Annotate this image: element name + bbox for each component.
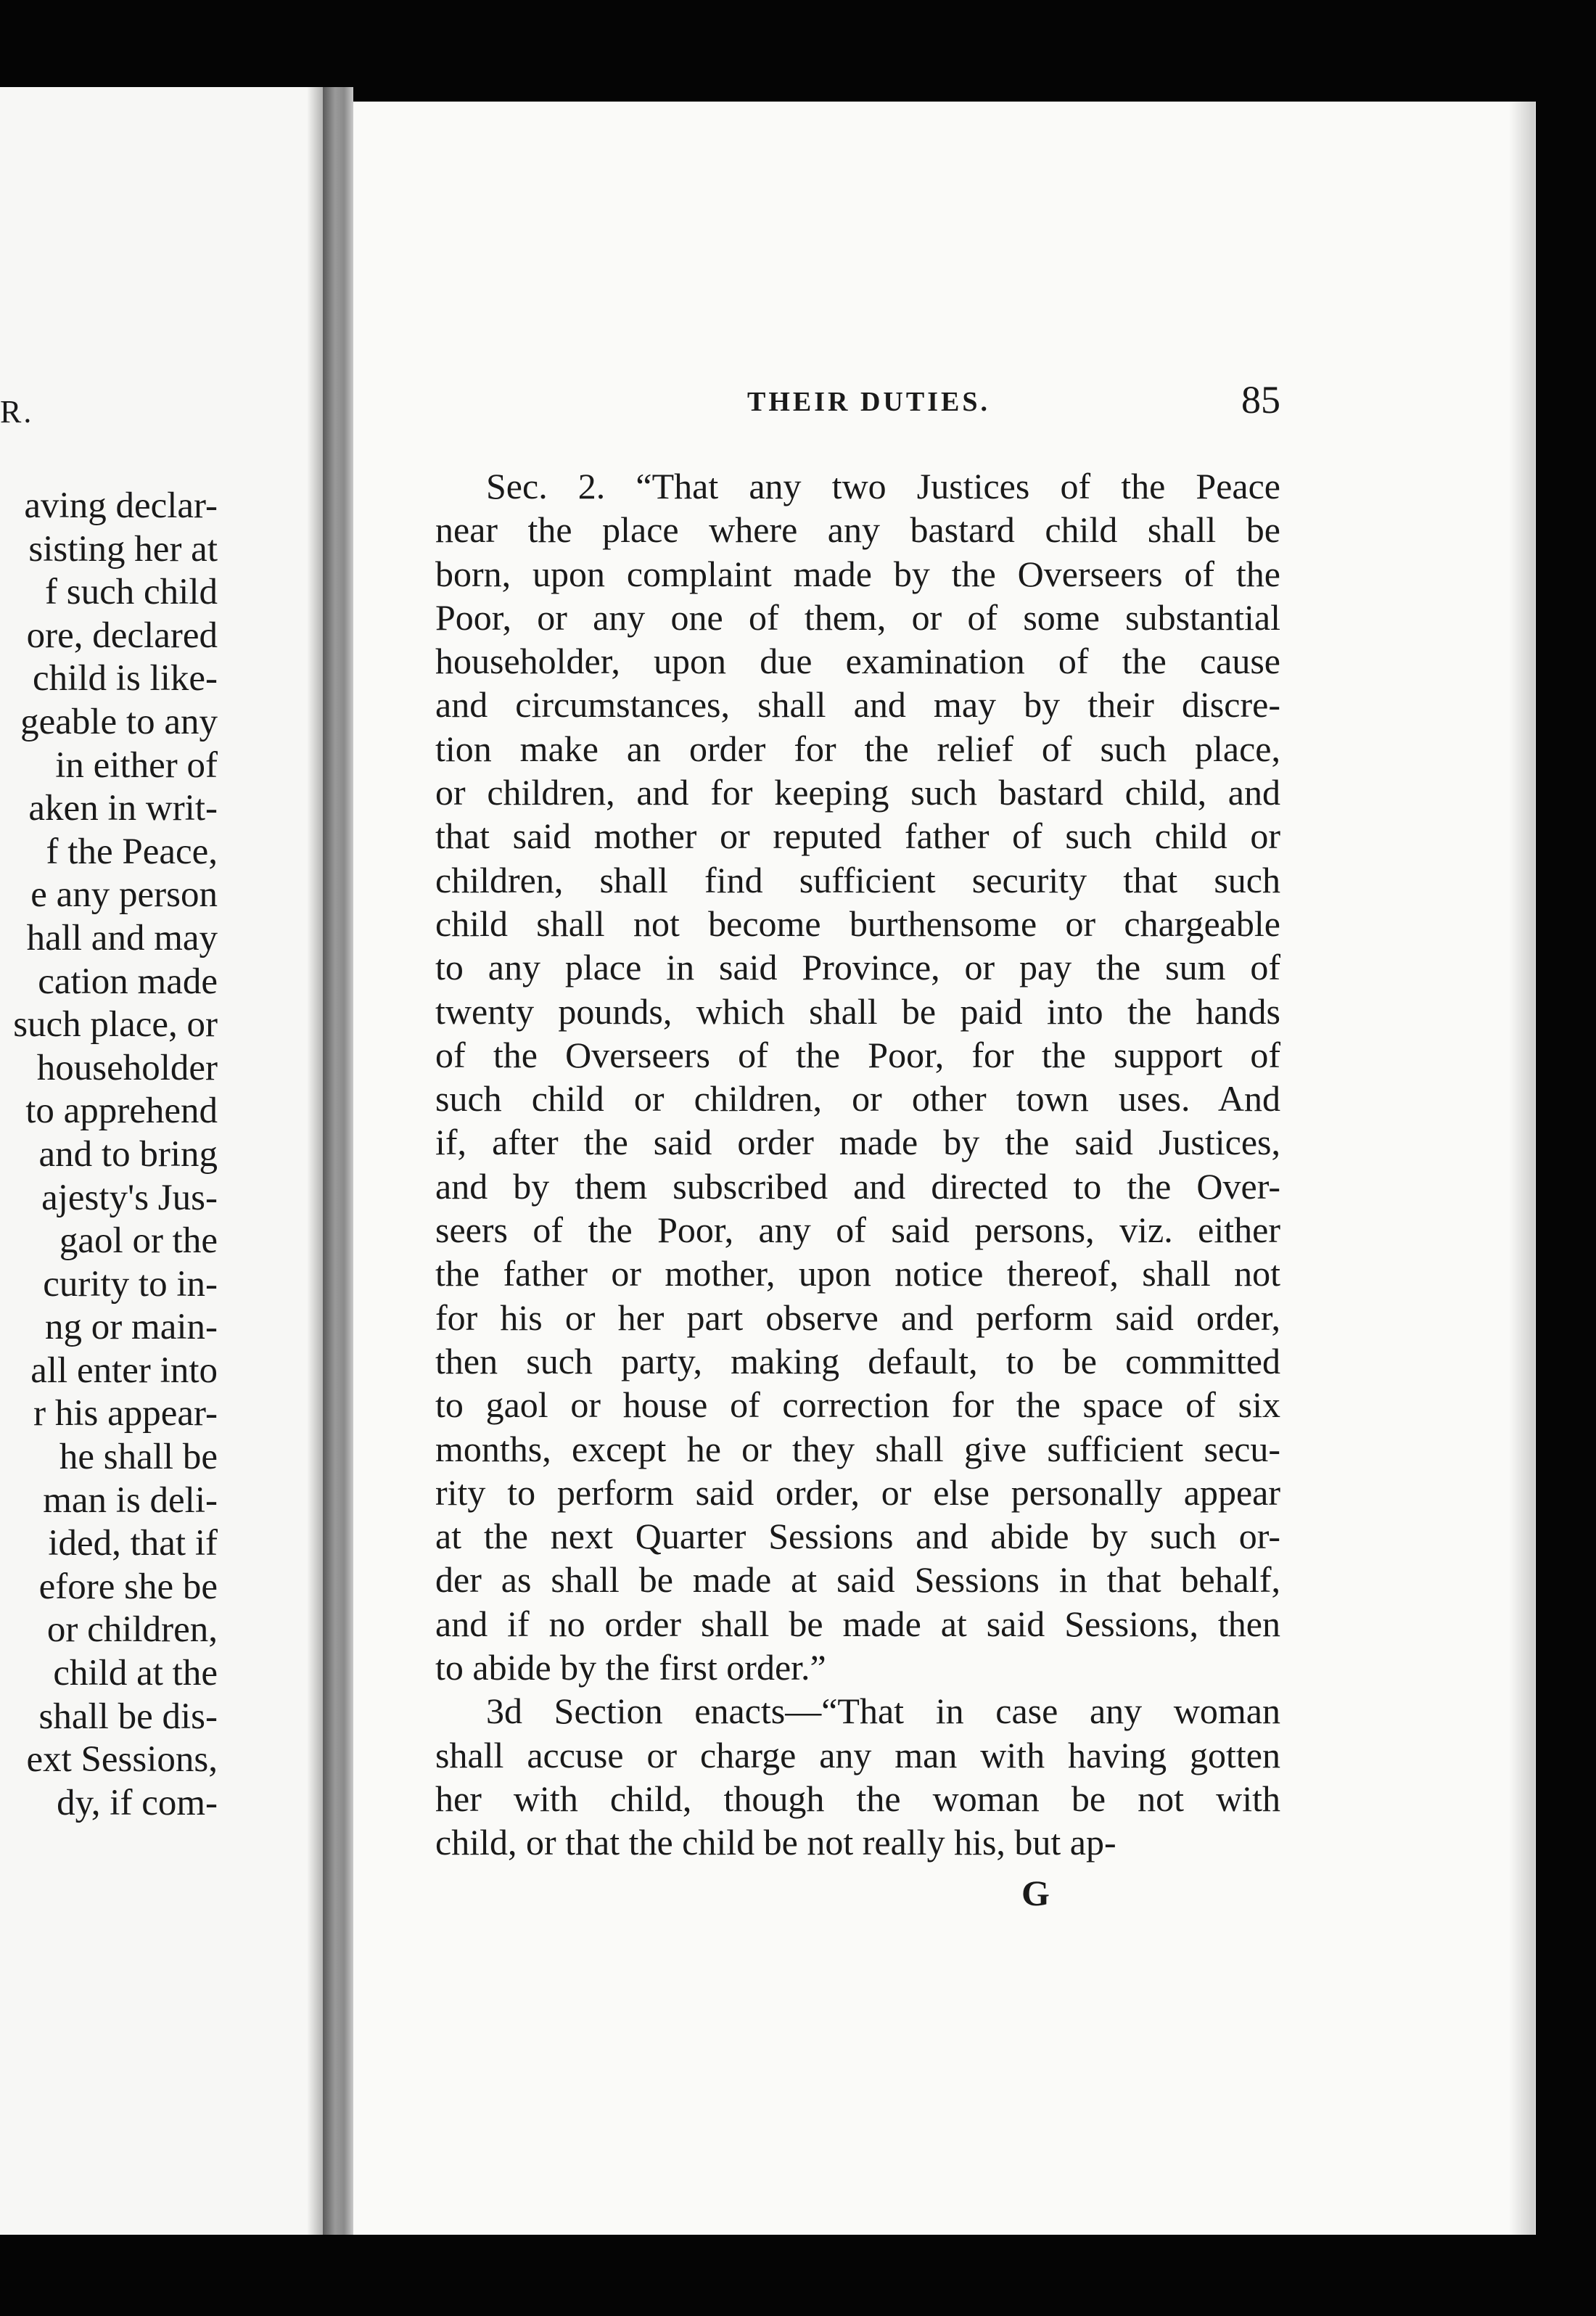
left-text-fragment: gaol or the	[59, 1220, 218, 1262]
left-text-line	[0, 1522, 218, 1566]
left-page	[0, 87, 323, 2235]
text-line: that said mother or reputed father of such child or	[435, 816, 1280, 857]
left-text-line	[0, 1133, 218, 1177]
left-text-fragment: shall be dis-	[38, 1696, 218, 1737]
left-text-line	[0, 1306, 218, 1350]
left-text-line	[0, 1003, 218, 1047]
left-text-line	[0, 1696, 218, 1739]
body-text	[435, 464, 1280, 1865]
text-line: seers of the Poor, any of said persons, viz. either	[435, 1210, 1280, 1251]
left-text-line	[0, 1090, 218, 1133]
left-text-line	[0, 657, 218, 701]
text-line: shall accuse or charge any man with having gotten	[435, 1734, 1280, 1775]
left-text-line	[0, 571, 218, 615]
text-line: to abide by the first order.”	[435, 1647, 826, 1688]
text-line: child shall not become burthensome or chargeable	[435, 903, 1280, 944]
running-head: THEIR DUTIES.	[747, 387, 990, 417]
left-text-line	[0, 1782, 218, 1826]
left-text-fragment: curity to in-	[43, 1263, 218, 1305]
text-line: if, after the said order made by the said Justices,	[435, 1122, 1280, 1163]
left-text-line	[0, 615, 218, 658]
text-line: such child or children, or other town uses. And	[435, 1078, 1280, 1120]
left-text-fragment: in either of	[55, 744, 218, 786]
left-text-line	[0, 1350, 218, 1393]
left-text-fragment: r his appear-	[33, 1393, 218, 1434]
left-text-fragment: ng or main-	[45, 1307, 218, 1348]
left-text-fragment: f the Peace,	[46, 831, 218, 872]
left-text-fragment: such place, or	[13, 1004, 218, 1046]
text-line: for his or her part observe and perform said order,	[435, 1297, 1280, 1338]
left-text-fragment: he shall be	[59, 1437, 218, 1478]
text-line: and if no order shall be made at said Sessions, then	[435, 1603, 1280, 1644]
left-text-fragment: ore, declared	[26, 615, 218, 656]
text-line: to any place in said Province, or pay the sum of	[435, 947, 1280, 988]
text-line: to gaol or house of correction for the space of six	[435, 1384, 1280, 1426]
text-line: near the place where any bastard child shall be	[435, 509, 1280, 551]
text-line: and circumstances, shall and may by their discre-	[435, 684, 1280, 726]
text-line: tion make an order for the relief of such place,	[435, 728, 1280, 769]
text-line: and by them subscribed and directed to the Over-	[435, 1165, 1280, 1207]
left-text-line	[0, 874, 218, 917]
left-text-fragment: child at the	[53, 1653, 218, 1694]
text-line: Poor, or any one of them, or of some substantial	[435, 596, 1280, 638]
left-text-line	[0, 1047, 218, 1091]
left-text-fragment: cation made	[38, 961, 218, 1002]
text-line: of the Overseers of the Poor, for the support of	[435, 1034, 1280, 1075]
text-line: born, upon complaint made by the Overseers of the	[435, 553, 1280, 594]
text-line: the father or mother, upon notice thereof, shall not	[435, 1253, 1280, 1294]
left-text-fragment: geable to any	[20, 701, 218, 742]
text-line: twenty pounds, which shall be paid into the hands	[435, 990, 1280, 1032]
left-text-fragment: e any person	[30, 874, 218, 916]
text-line: Sec. 2. “That any two Justices of the Peace	[486, 466, 1280, 506]
left-text-fragment: ext Sessions,	[26, 1739, 218, 1781]
left-running-head-fragment: R.	[0, 394, 34, 430]
left-text-line	[0, 1177, 218, 1220]
left-text-fragment: or children,	[46, 1609, 218, 1651]
text-line: 3d Section enacts—“That in case any woman	[486, 1691, 1280, 1732]
left-text-line	[0, 1392, 218, 1436]
page-number: 85	[1241, 378, 1280, 422]
text-line: at the next Quarter Sessions and abide by such or-	[435, 1516, 1280, 1557]
left-text-fragment: aken in writ-	[28, 788, 218, 829]
left-text-line	[0, 701, 218, 744]
left-text-line	[0, 1652, 218, 1696]
left-text-line	[0, 787, 218, 831]
left-text-fragment: householder	[36, 1047, 218, 1088]
left-text-fragment: all enter into	[30, 1350, 218, 1391]
left-text-fragment: sisting her at	[28, 528, 218, 570]
text-line: rity to perform said order, or else personally appear	[435, 1471, 1280, 1513]
left-text-fragment: ided, that if	[48, 1523, 218, 1564]
left-text-line	[0, 1738, 218, 1782]
left-text-fragment: aving declar-	[24, 485, 218, 526]
text-line: or children, and for keeping such bastard child, and	[435, 772, 1280, 813]
left-text-line	[0, 831, 218, 874]
left-page-text	[0, 485, 218, 1825]
text-line: then such party, making default, to be committed	[435, 1340, 1280, 1381]
text-line: householder, upon due examination of the cause	[435, 641, 1280, 682]
left-text-fragment: f such child	[45, 572, 218, 613]
page-header	[435, 377, 1280, 428]
left-text-fragment: man is deli-	[43, 1479, 218, 1521]
left-text-fragment: efore she be	[38, 1566, 218, 1607]
left-text-line	[0, 961, 218, 1004]
left-text-line	[0, 744, 218, 788]
page-shadow	[307, 87, 323, 2235]
text-line: der as shall be made at said Sessions in that behalf,	[435, 1559, 1280, 1601]
left-text-fragment: and to bring	[38, 1133, 218, 1175]
text-line: her with child, though the woman be not with	[435, 1778, 1280, 1819]
left-text-fragment: dy, if com-	[57, 1782, 218, 1823]
left-text-line	[0, 528, 218, 572]
page-edge-shadow	[1509, 102, 1535, 2235]
left-text-fragment: ajesty's Jus-	[41, 1177, 218, 1218]
text-line: children, shall find sufficient security that such	[435, 859, 1280, 900]
left-text-line	[0, 917, 218, 961]
left-text-line	[0, 1263, 218, 1307]
left-text-line	[0, 1220, 218, 1263]
left-text-line	[0, 1609, 218, 1652]
text-line: child, or that the child be not really his, but ap-	[435, 1822, 1116, 1863]
left-text-line	[0, 485, 218, 528]
left-text-line	[0, 1479, 218, 1523]
left-text-fragment: to apprehend	[25, 1091, 218, 1132]
left-text-line	[0, 1566, 218, 1609]
signature-mark: G	[1021, 1873, 1050, 1913]
left-text-line	[0, 1436, 218, 1479]
left-text-fragment: child is like-	[33, 658, 218, 699]
left-text-fragment: hall and may	[26, 917, 218, 958]
text-line: months, except he or they shall give sufficient secu-	[435, 1428, 1280, 1469]
book-spine	[323, 87, 353, 2235]
